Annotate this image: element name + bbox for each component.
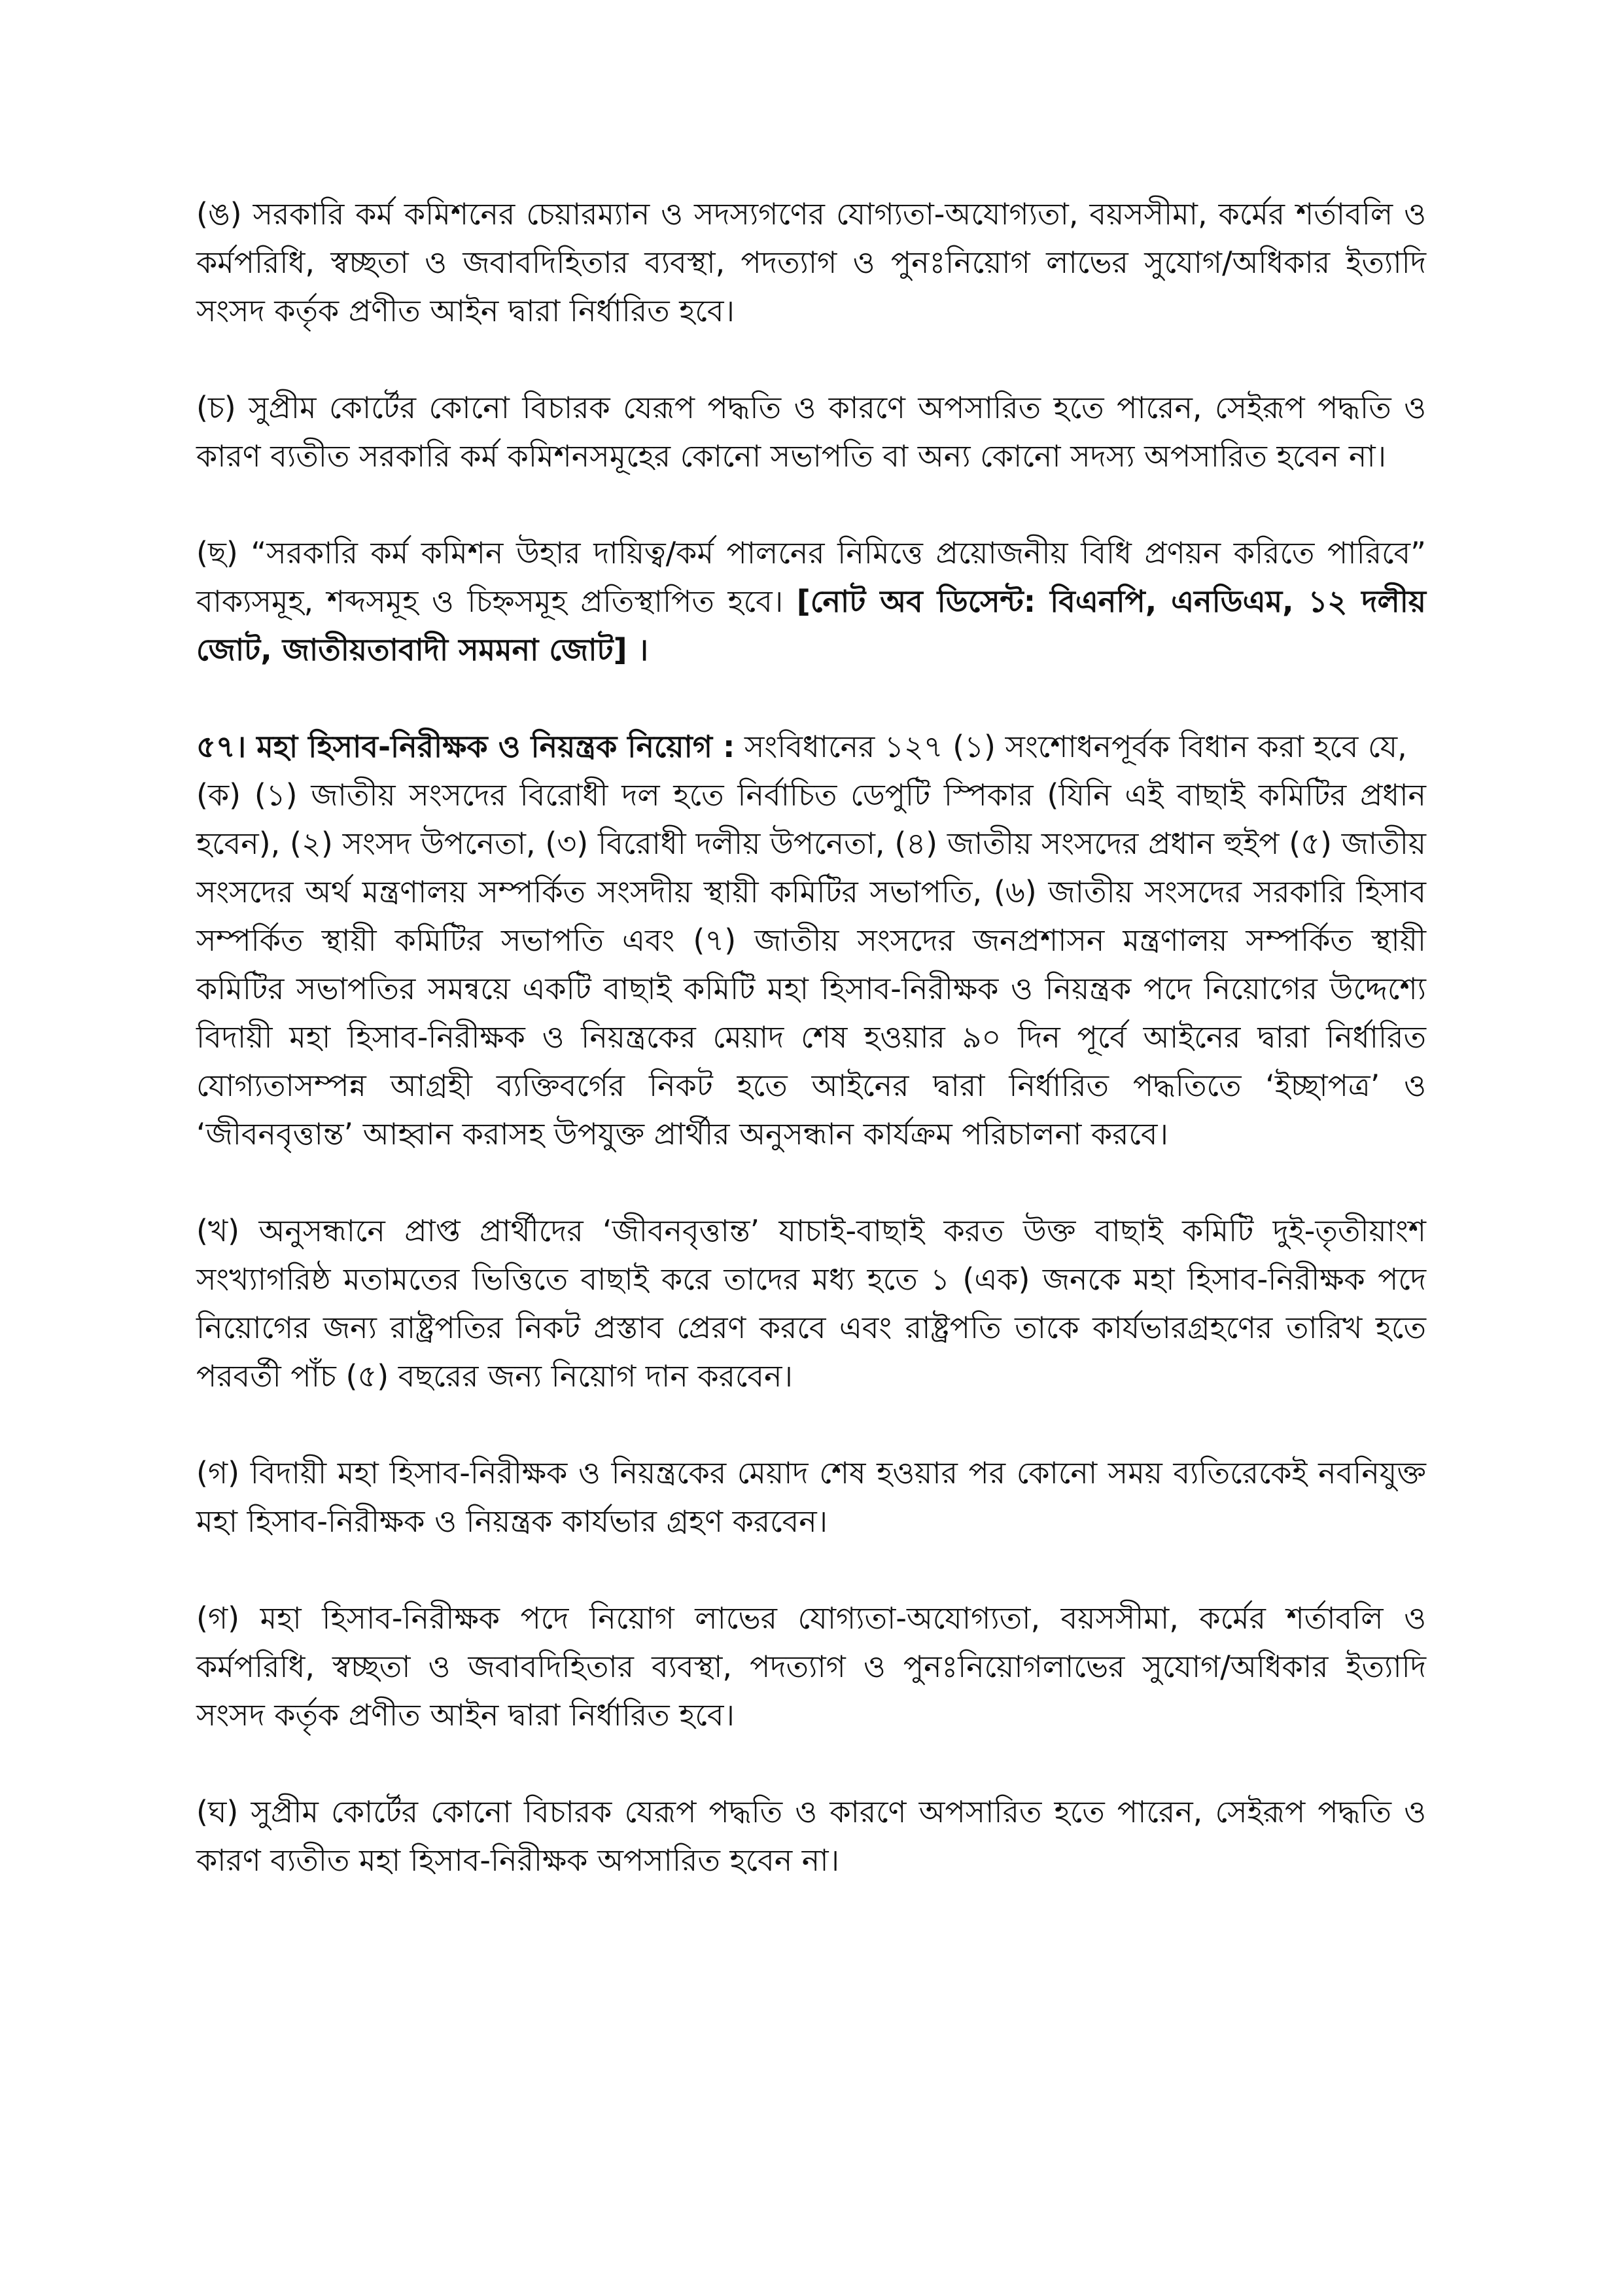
- section-57-heading: ৫৭। মহা হিসাব-নিরীক্ষক ও নিয়ন্ত্রক নিয়োগ :: [196, 729, 735, 764]
- paragraph-ga-first: (গ) বিদায়ী মহা হিসাব-নিরীক্ষক ও নিয়ন্ত্রকের মেয়াদ শেষ হওয়ার পর কোনো সময় ব্যতিরেকেই নবনিযুক্ত মহা হিসাব-নিরীক্ষক ও নিয়ন্ত্রক কার্যভার গ্রহণ করবেন।: [196, 1455, 1426, 1539]
- paragraph-ga-second: (গ) মহা হিসাব-নিরীক্ষক পদে নিয়োগ লাভের যোগ্যতা-অযোগ্যতা, বয়সসীমা, কর্মের শর্তাবলি ও কর্মপরিধি, স্বচ্ছতা ও জবাবদিহিতার ব্যবস্থা, পদত্যাগ ও পুনঃনিয়োগলাভের সুযোগ/অধিকার ইত্যাদি সংসদ কর্তৃক প্রণীত আইন দ্বারা নির্ধারিত হবে।: [196, 1600, 1426, 1733]
- paragraph-chha: [196, 529, 1426, 674]
- document-page: [196, 190, 1426, 1933]
- paragraph-cha: (চ) সুপ্রীম কোর্টের কোনো বিচারক যেরূপ পদ্ধতি ও কারণে অপসারিত হতে পারেন, সেইরূপ পদ্ধতি ও কারণ ব্যতীত সরকারি কর্ম কমিশনসমূহের কোনো সভাপতি বা অন্য কোনো সদস্য অপসারিত হবেন না।: [196, 390, 1426, 474]
- note-of-dissent: [নোট অব ডিসেন্ট: বিএনপি, এনডিএম, ১২ দলীয় জোট, জাতীয়তাবাদী সমমনা জোট] ।: [196, 584, 1426, 667]
- paragraph-kha: (খ) অনুসন্ধানে প্রাপ্ত প্রার্থীদের ‘জীবনবৃত্তান্ত’ যাচাই-বাছাই করত উক্ত বাছাই কমিটি দুই-তৃতীয়াংশ সংখ্যাগরিষ্ঠ মতামতের ভিত্তিতে বাছাই করে তাদের মধ্য হতে ১ (এক) জনকে মহা হিসাব-নিরীক্ষক পদে নিয়োগের জন্য রাষ্ট্রপতির নিকট প্রস্তাব প্রেরণ করবে এবং রাষ্ট্রপতি তাকে কার্যভারগ্রহণের তারিখ হতে পরবর্তী পাঁচ (৫) বছরের জন্য নিয়োগ দান করবেন।: [196, 1213, 1426, 1394]
- paragraph-ka: (ক) (১) জাতীয় সংসদের বিরোধী দল হতে নির্বাচিত ডেপুটি স্পিকার (যিনি এই বাছাই কমিটির প্রধান হবেন), (২) সংসদ উপনেতা, (৩) বিরোধী দলীয় উপনেতা, (৪) জাতীয় সংসদের প্রধান হুইপ (৫) জাতীয় সংসদের অর্থ মন্ত্রণালয় সম্পর্কিত সংসদীয় স্থায়ী কমিটির সভাপতি, (৬) জাতীয় সংসদের সরকারি হিসাব সম্পর্কিত স্থায়ী কমিটির সভাপতি এবং (৭) জাতীয় সংসদের জনপ্রশাসন মন্ত্রণালয় সম্পর্কিত স্থায়ী কমিটির সভাপতির সমন্বয়ে একটি বাছাই কমিটি মহা হিসাব-নিরীক্ষক ও নিয়ন্ত্রক পদে নিয়োগের উদ্দেশ্যে বিদায়ী মহা হিসাব-নিরীক্ষক ও নিয়ন্ত্রকের মেয়াদ শেষ হওয়ার ৯০ দিন পূর্বে আইনের দ্বারা নির্ধারিত যোগ্যতাসম্পন্ন আগ্রহী ব্যক্তিবর্গের নিকট হতে আইনের দ্বারা নির্ধারিত পদ্ধতিতে ‘ইচ্ছাপত্র’ ও ‘জীবনবৃত্তান্ত’ আহ্বান করাসহ উপযুক্ত প্রার্থীর অনুসন্ধান কার্যক্রম পরিচালনা করবে।: [196, 777, 1426, 1152]
- section-57-intro-paragraph: [196, 722, 1426, 771]
- paragraph-chha-text: (ছ) “সরকারি কর্ম কমিশন উহার দায়িত্ব/কর্ম পালনের নিমিত্তে প্রয়োজনীয় বিধি প্রণয়ন করিতে পারিবে” বাক্যসমূহ, শব্দসমূহ ও চিহ্নসমূহ প্রতিস্থাপিত হবে।: [196, 535, 1426, 619]
- section-57-intro: সংবিধানের ১২৭ (১) সংশোধনপূর্বক বিধান করা হবে যে,: [744, 729, 1407, 764]
- paragraph-uma: (ঙ) সরকারি কর্ম কমিশনের চেয়ারম্যান ও সদস্যগণের যোগ্যতা-অযোগ্যতা, বয়সসীমা, কর্মের শর্তাবলি ও কর্মপরিধি, স্বচ্ছতা ও জবাবদিহিতার ব্যবস্থা, পদত্যাগ ও পুনঃনিয়োগ লাভের সুযোগ/অধিকার ইত্যাদি সংসদ কর্তৃক প্রণীত আইন দ্বারা নির্ধারিত হবে।: [196, 196, 1426, 328]
- paragraph-gha: (ঘ) সুপ্রীম কোর্টের কোনো বিচারক যেরূপ পদ্ধতি ও কারণে অপসারিত হতে পারেন, সেইরূপ পদ্ধতি ও কারণ ব্যতীত মহা হিসাব-নিরীক্ষক অপসারিত হবেন না।: [196, 1794, 1426, 1878]
